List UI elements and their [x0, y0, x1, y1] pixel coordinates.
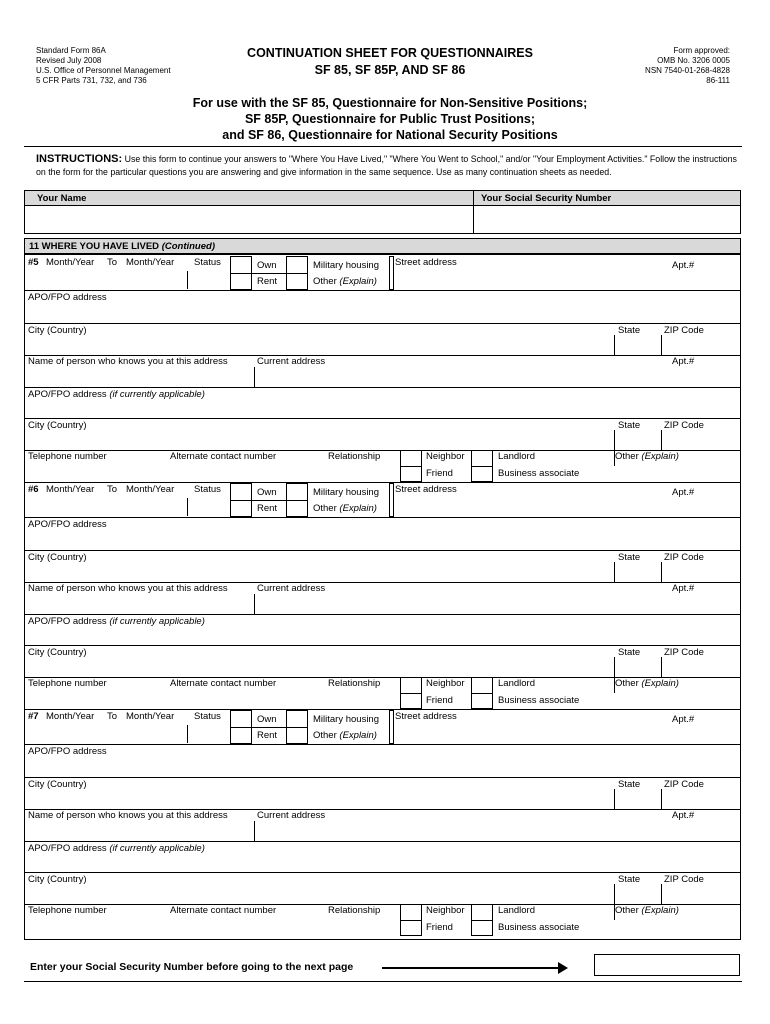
state-label: State: [618, 552, 641, 563]
zip-label: ZIP Code: [664, 325, 704, 336]
entry-number: #6: [28, 484, 39, 495]
apo-fpo-label: APO/FPO address: [28, 519, 107, 530]
page-title: CONTINUATION SHEET FOR QUESTIONNAIRES SF 85, SF 85P, AND SF 86: [247, 46, 533, 77]
divider: [25, 550, 740, 551]
own-label: Own: [257, 260, 277, 271]
state-label: State: [618, 420, 641, 431]
city-country-label: City (Country): [28, 779, 87, 790]
entry-number: #5: [28, 257, 39, 268]
apt-label: Apt.#: [672, 260, 695, 271]
current-address-label: Current address: [257, 356, 326, 367]
person-name-field[interactable]: [25, 367, 253, 387]
zip-field[interactable]: [662, 335, 740, 355]
rent-label: Rent: [257, 276, 278, 287]
entry-number: #7: [28, 711, 39, 722]
residence-entries: [24, 254, 741, 940]
state-field[interactable]: [615, 562, 660, 582]
from-date-field[interactable]: [25, 271, 187, 289]
state-field[interactable]: [615, 657, 660, 677]
state-label: State: [618, 779, 641, 790]
alt-contact-label: Alternate contact number: [170, 451, 277, 462]
rent-label: Rent: [257, 503, 278, 514]
city-country-field[interactable]: [25, 430, 613, 450]
apo-fpo-label: APO/FPO address: [28, 746, 107, 757]
divider: [471, 466, 493, 467]
neighbor-label: Neighbor: [426, 905, 465, 916]
city-country-label: City (Country): [28, 552, 87, 563]
street-address-field[interactable]: [395, 723, 735, 743]
neighbor-label: Neighbor: [426, 451, 465, 462]
zip-field[interactable]: [662, 657, 740, 677]
apo-fpo-field[interactable]: [25, 530, 740, 550]
apt-label: Apt.#: [672, 583, 695, 594]
arrow-head-icon: [558, 962, 568, 974]
identity-fields: [24, 206, 741, 234]
your-ssn-field[interactable]: [474, 206, 740, 233]
state-field[interactable]: [615, 789, 660, 809]
person-name-field[interactable]: [25, 821, 253, 841]
telephone-label: Telephone number: [28, 905, 107, 916]
state-field[interactable]: [615, 335, 660, 355]
city-country-label: City (Country): [28, 420, 87, 431]
apo-fpo-field[interactable]: [25, 757, 740, 777]
zip-label: ZIP Code: [664, 874, 704, 885]
city-country-field[interactable]: [25, 335, 613, 355]
friend-label: Friend: [426, 468, 453, 479]
divider: [473, 191, 474, 205]
current-address-field[interactable]: [255, 367, 740, 387]
instructions: INSTRUCTIONS: Use this form to continue your answers to "Where You Have Lived," "Where You Went to School," and/or "Your Employment Activities." Follow the instructions on the form for the particular questions you are answering and give information in the same sequence. Use as many continuation sheets as needed.: [36, 153, 737, 177]
state-label: State: [618, 647, 641, 658]
divider: [25, 387, 740, 388]
alt-contact-field[interactable]: [167, 463, 317, 481]
divider: [393, 483, 394, 517]
telephone-label: Telephone number: [28, 451, 107, 462]
city-country-field[interactable]: [25, 657, 613, 677]
zip-field[interactable]: [662, 562, 740, 582]
state-label: State: [618, 874, 641, 885]
zip-label: ZIP Code: [664, 779, 704, 790]
form-number: Standard Form 86A: [36, 46, 106, 55]
zip-label: ZIP Code: [664, 552, 704, 563]
military-housing-label: Military housing: [313, 714, 379, 725]
apo-fpo-current-field[interactable]: [25, 854, 740, 872]
divider: [471, 920, 493, 921]
current-address-field[interactable]: [255, 821, 740, 841]
from-date-label: Month/Year: [46, 257, 95, 268]
relationship-label: Relationship: [328, 905, 381, 916]
section-header: [24, 238, 741, 254]
rent-label: Rent: [257, 730, 278, 741]
divider: [25, 418, 740, 419]
current-address-field[interactable]: [255, 594, 740, 614]
apo-fpo-field[interactable]: [25, 303, 740, 323]
from-date-label: Month/Year: [46, 711, 95, 722]
other-label: Other (Explain): [313, 503, 377, 514]
footer-ssn-field[interactable]: [594, 954, 740, 976]
business-associate-label: Business associate: [498, 922, 580, 933]
street-address-field[interactable]: [395, 269, 735, 289]
friend-label: Friend: [426, 922, 453, 933]
residence-entry: [25, 709, 740, 936]
telephone-field[interactable]: [25, 463, 165, 481]
business-associate-label: Business associate: [498, 468, 580, 479]
divider: [400, 466, 422, 467]
state-field[interactable]: [615, 430, 660, 450]
divider: [25, 744, 740, 745]
apo-fpo-current-label: APO/FPO address (if currently applicable): [28, 389, 205, 400]
person-knows-label: Name of person who knows you at this address: [28, 356, 228, 367]
landlord-label: Landlord: [498, 678, 535, 689]
city-country-label: City (Country): [28, 874, 87, 885]
telephone-field[interactable]: [25, 917, 165, 935]
apt-label: Apt.#: [672, 356, 695, 367]
to-date-label: Month/Year: [126, 484, 175, 495]
person-knows-label: Name of person who knows you at this address: [28, 810, 228, 821]
alt-contact-label: Alternate contact number: [170, 905, 277, 916]
divider: [25, 614, 740, 615]
current-address-label: Current address: [257, 583, 326, 594]
from-date-label: Month/Year: [46, 484, 95, 495]
apo-fpo-current-field[interactable]: [25, 400, 740, 418]
landlord-label: Landlord: [498, 905, 535, 916]
other-relationship-field[interactable]: [615, 690, 740, 708]
footer-instruction: Enter your Social Security Number before going to the next page: [30, 961, 354, 973]
person-knows-label: Name of person who knows you at this address: [28, 583, 228, 594]
form-identification: [36, 46, 171, 86]
divider: [25, 517, 740, 518]
relationship-label: Relationship: [328, 451, 381, 462]
status-label: Status: [194, 257, 221, 268]
form-subtitle: For use with the SF 85, Questionnaire for Non-Sensitive Positions; SF 85P, Questionnaire for Public Trust Positions; and SF 86, Questionnaire for National Security Positions: [192, 96, 588, 142]
city-country-field[interactable]: [25, 884, 613, 904]
other-relationship-label: Other (Explain): [615, 678, 679, 689]
street-address-label: Street address: [395, 711, 457, 722]
status-label: Status: [194, 484, 221, 495]
street-address-label: Street address: [395, 484, 457, 495]
military-housing-label: Military housing: [313, 487, 379, 498]
from-date-field[interactable]: [25, 498, 187, 516]
person-name-field[interactable]: [25, 594, 253, 614]
state-label: State: [618, 325, 641, 336]
zip-label: ZIP Code: [664, 420, 704, 431]
to-label: To: [107, 257, 118, 268]
telephone-field[interactable]: [25, 690, 165, 708]
other-relationship-label: Other (Explain): [615, 451, 679, 462]
own-label: Own: [257, 487, 277, 498]
residence-entry: [25, 482, 740, 709]
divider: [24, 981, 742, 982]
divider: [393, 710, 394, 744]
divider: [471, 693, 493, 694]
other-relationship-label: Other (Explain): [615, 905, 679, 916]
city-country-label: City (Country): [28, 325, 87, 336]
divider: [393, 256, 394, 290]
other-relationship-field[interactable]: [615, 917, 740, 935]
identity-header: [24, 190, 741, 206]
apt-label: Apt.#: [672, 810, 695, 821]
street-address-label: Street address: [395, 257, 457, 268]
to-date-label: Month/Year: [126, 711, 175, 722]
section-title: 11 WHERE YOU HAVE LIVED (Continued): [29, 241, 215, 252]
divider: [400, 920, 422, 921]
friend-label: Friend: [426, 695, 453, 706]
form-agency: U.S. Office of Personnel Management: [36, 66, 171, 75]
military-housing-label: Military housing: [313, 260, 379, 271]
alt-contact-field[interactable]: [167, 917, 317, 935]
city-country-field[interactable]: [25, 789, 613, 809]
status-label: Status: [194, 711, 221, 722]
divider: [230, 500, 308, 501]
your-name-label: Your Name: [37, 193, 87, 204]
divider: [230, 727, 308, 728]
apt-label: Apt.#: [672, 487, 695, 498]
divider: [230, 273, 308, 274]
zip-field[interactable]: [662, 789, 740, 809]
own-label: Own: [257, 714, 277, 725]
divider: [25, 323, 740, 324]
form-revision: Revised July 2008: [36, 56, 102, 65]
from-date-field[interactable]: [25, 725, 187, 743]
divider: [25, 841, 740, 842]
arrow-icon: [382, 967, 560, 969]
form-cfr: 5 CFR Parts 731, 732, and 736: [36, 76, 147, 85]
your-ssn-label: Your Social Security Number: [481, 193, 612, 204]
apo-fpo-current-field[interactable]: [25, 627, 740, 645]
alt-contact-field[interactable]: [167, 690, 317, 708]
apo-fpo-current-label: APO/FPO address (if currently applicable): [28, 843, 205, 854]
zip-label: ZIP Code: [664, 647, 704, 658]
business-associate-label: Business associate: [498, 695, 580, 706]
city-country-field[interactable]: [25, 562, 613, 582]
apo-fpo-label: APO/FPO address: [28, 292, 107, 303]
to-label: To: [107, 484, 118, 495]
landlord-label: Landlord: [498, 451, 535, 462]
alt-contact-label: Alternate contact number: [170, 678, 277, 689]
other-label: Other (Explain): [313, 276, 377, 287]
divider: [25, 645, 740, 646]
divider: [25, 290, 740, 291]
zip-field[interactable]: [662, 884, 740, 904]
to-label: To: [107, 711, 118, 722]
divider: [24, 146, 742, 147]
residence-entry: [25, 255, 740, 482]
form-approval: Form approved: OMB No. 3206 0005 NSN 7540-01-268-4828 86-111: [645, 46, 730, 85]
relationship-label: Relationship: [328, 678, 381, 689]
other-label: Other (Explain): [313, 730, 377, 741]
apt-label: Apt.#: [672, 714, 695, 725]
divider: [400, 693, 422, 694]
your-name-field[interactable]: [25, 206, 473, 233]
to-date-label: Month/Year: [126, 257, 175, 268]
apo-fpo-current-label: APO/FPO address (if currently applicable): [28, 616, 205, 627]
neighbor-label: Neighbor: [426, 678, 465, 689]
city-country-label: City (Country): [28, 647, 87, 658]
divider: [25, 777, 740, 778]
telephone-label: Telephone number: [28, 678, 107, 689]
other-relationship-field[interactable]: [615, 463, 740, 481]
street-address-field[interactable]: [395, 496, 735, 516]
current-address-label: Current address: [257, 810, 326, 821]
divider: [25, 872, 740, 873]
zip-field[interactable]: [662, 430, 740, 450]
state-field[interactable]: [615, 884, 660, 904]
